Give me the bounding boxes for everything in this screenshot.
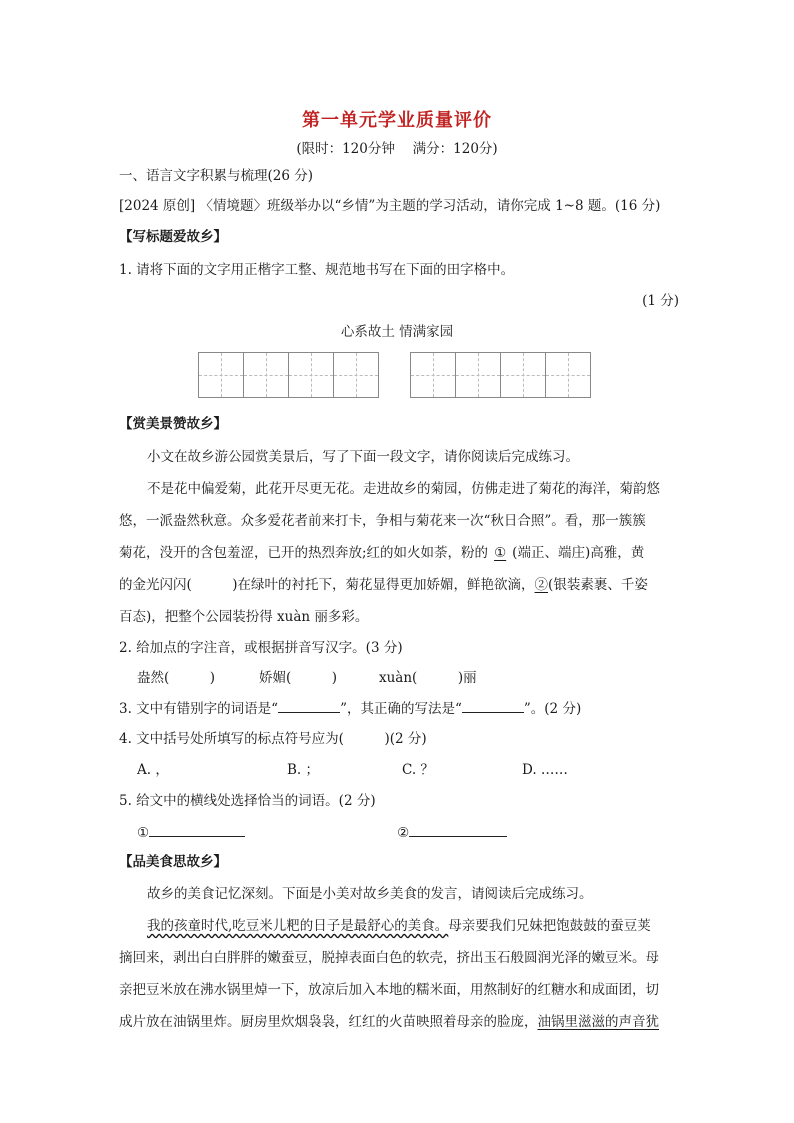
question-5: 5. 给文中的横线处选择恰当的词语。(2 分)	[119, 793, 376, 809]
tianzige-cell[interactable]	[455, 352, 501, 398]
pinyin-item[interactable]: 盎然( )	[137, 670, 216, 686]
question-3: 3. 文中有错别字的词语是“ ”，其正确的写法是“ ”。(2 分)	[119, 698, 679, 719]
page-subtitle: (限时：120分钟 满分：120分)	[296, 141, 498, 157]
pinyin-item[interactable]: xuàn( )丽	[379, 670, 477, 686]
option-d[interactable]: D. ……	[522, 762, 568, 778]
answer-blank[interactable]	[462, 698, 524, 713]
tianzige-cell[interactable]	[333, 352, 379, 398]
passage-line: 亲把豆米放在沸水锅里焯一下，放凉后加入本地的糯米面，用熬制好的红糖水和成面团，切	[119, 982, 659, 998]
section-heading: 一、语言文字积累与梳理(26 分)	[119, 168, 314, 184]
passage-lead: 故乡的美食记忆深刻。下面是小美对故乡美食的发言，请阅读后完成练习。	[147, 886, 593, 902]
tianzige-cell[interactable]	[198, 352, 244, 398]
section-intro: [2024 原创] 〈情境题〉班级举办以“乡情”为主题的学习活动，请你完成 1~8 题。(16 分)	[119, 198, 661, 214]
passage-line: 不是花中偏爱菊，此花开尽更无花。走进故乡的菊园，仿佛走进了菊花的海洋，菊韵悠	[147, 481, 660, 497]
passage-line: 悠，一派盎然秋意。众多爱花者前来打卡，争相与菊花来一次“秋日合照”。看，那一簇簇	[119, 513, 646, 529]
part-heading-scenery: 【赏美景赞故乡】	[119, 416, 227, 432]
answer-blank[interactable]	[278, 698, 340, 713]
marked-phrase: 油锅里滋滋的声音犹	[537, 1014, 659, 1030]
tianzige-cell[interactable]	[410, 352, 456, 398]
question-4-options	[137, 760, 697, 780]
option-a[interactable]: A. ，	[137, 762, 169, 778]
question-1-score: (1 分)	[642, 293, 679, 309]
passage-line: 我的孩童时代,吃豆米儿粑的日子是最舒心的美食。母亲要我们兄妹把饱鼓鼓的蚕豆荚	[147, 918, 651, 934]
tianzige-cell[interactable]	[500, 352, 546, 398]
option-c[interactable]: C. ？	[402, 762, 434, 778]
part-heading-title: 【写标题爱故乡】	[119, 229, 227, 245]
marked-sentence: 我的孩童时代,吃豆米儿粑的日子是最舒心的美食。	[147, 918, 449, 934]
blank-mark-2: ②	[534, 577, 549, 593]
tianzige-cell[interactable]	[288, 352, 334, 398]
question-1: 1. 请将下面的文字用正楷字工整、规范地书写在下面的田字格中。	[119, 262, 515, 278]
question-2-items	[137, 668, 697, 688]
question-4: 4. 文中括号处所填写的标点符号应为( )(2 分)	[119, 731, 427, 747]
passage-line: 菊花，没开的含包羞涩，已开的热烈奔放;红的如火如荼，粉的 ① (端正、端庄)高雅，黄	[119, 545, 645, 561]
tianzige-grid-left[interactable]	[198, 352, 378, 399]
blank-mark-1: ①	[494, 545, 507, 561]
question-2: 2. 给加点的字注音，或根据拼音写汉字。(3 分)	[119, 640, 403, 656]
answer-blank-2[interactable]	[409, 822, 507, 837]
option-b[interactable]: B. ；	[287, 762, 320, 778]
answer-blank-1[interactable]	[149, 822, 245, 837]
tianzige-grid-right[interactable]	[410, 352, 590, 399]
question-5-blanks: ① ②	[137, 822, 697, 843]
page-title: 第一单元学业质量评价	[302, 110, 492, 131]
passage-line: 成片放在油锅里炸。厨房里炊烟袅袅，红红的火苗映照着母亲的脸庞，油锅里滋滋的声音犹	[119, 1014, 659, 1030]
passage-lead: 小文在故乡游公园赏美景后，写了下面一段文字，请你阅读后完成练习。	[147, 449, 579, 465]
pinyin-item[interactable]: 娇媚( )	[259, 670, 338, 686]
passage-line: 摘回来，剥出白白胖胖的嫩蚕豆，脱掉表面白色的软壳，挤出玉石般圆润光泽的嫩豆米。母	[119, 950, 659, 966]
part-heading-food: 【品美食思故乡】	[119, 854, 227, 870]
tianzige-cell[interactable]	[243, 352, 289, 398]
tianzige-cell[interactable]	[545, 352, 591, 398]
passage-line: 的金光闪闪( )在绿叶的衬托下，菊花显得更加娇媚，鲜艳欲滴，②(银装素裹、千姿	[119, 577, 648, 593]
passage-line: 百态)，把整个公园装扮得 xuàn 丽多彩。	[119, 609, 369, 625]
writing-phrase: 心系故土 情满家园	[340, 324, 454, 340]
